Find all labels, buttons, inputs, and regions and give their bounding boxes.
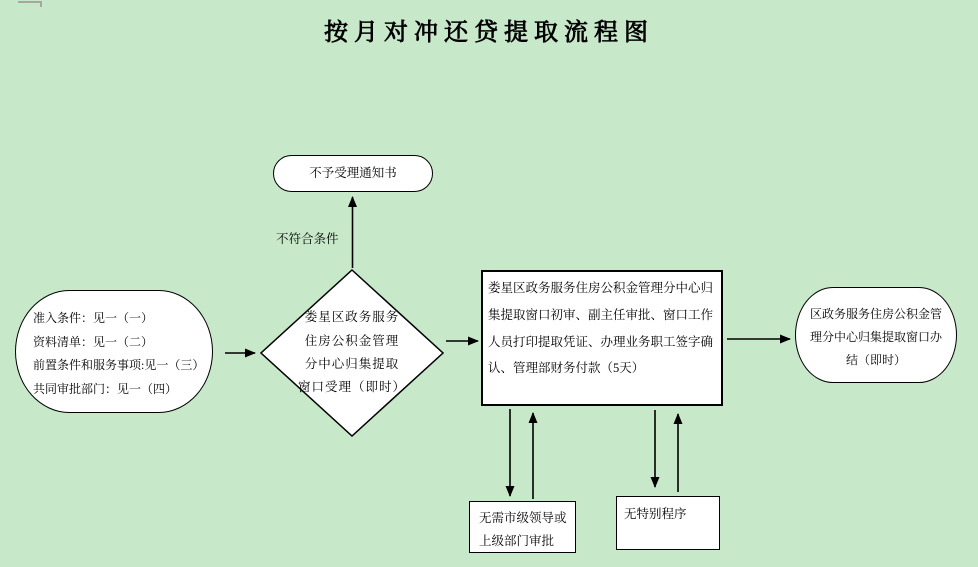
- start-node-line: 资料清单：见一（二）: [33, 334, 154, 349]
- start-node-line: 前置条件和服务事项:见一（三）: [33, 358, 205, 372]
- completion-node-line: 结（即时）: [845, 353, 906, 367]
- review-process-text: 娄星区政务服务住房公积金管理分中心归集提取窗口初审、副主任审批、窗口工作人员打印提取凭证、办理业务职工签字确认、管理部财务付款（5天）: [488, 281, 714, 376]
- completion-node-line: 理分中心归集提取窗口办: [809, 330, 942, 344]
- no-city-approval-note: [469, 501, 576, 553]
- decision-node-line: 娄星区政务服务: [304, 310, 400, 325]
- fail-condition-label: 不符合条件: [276, 232, 339, 246]
- decision-node-line: 住房公积金管理: [304, 333, 400, 348]
- completion-node: [795, 287, 957, 383]
- decision-node-text: [260, 269, 444, 437]
- rejection-notice-text: 不予受理通知书: [309, 166, 397, 180]
- decision-node: [260, 269, 444, 437]
- decision-node-line: 分中心归集提取: [304, 357, 400, 371]
- completion-node-line: 区政务服务住房公积金管: [809, 307, 942, 321]
- no-special-procedure-text: 无特别程序: [624, 507, 687, 521]
- start-node-line: 准入条件：见一（一）: [33, 311, 154, 325]
- no-city-approval-line: 无需市级领导或: [479, 511, 567, 525]
- review-process-node: [481, 270, 723, 406]
- rejection-notice-node: [273, 155, 433, 192]
- no-city-approval-line: 上级部门审批: [479, 534, 555, 548]
- start-node-line: 共同审批部门：见一（四）: [33, 381, 178, 396]
- start-node: [15, 290, 213, 413]
- page-title: 按月对冲还贷提取流程图: [324, 20, 654, 46]
- decision-node-line: 窗口受理（即时）: [297, 380, 406, 395]
- no-special-procedure-note: [616, 496, 720, 550]
